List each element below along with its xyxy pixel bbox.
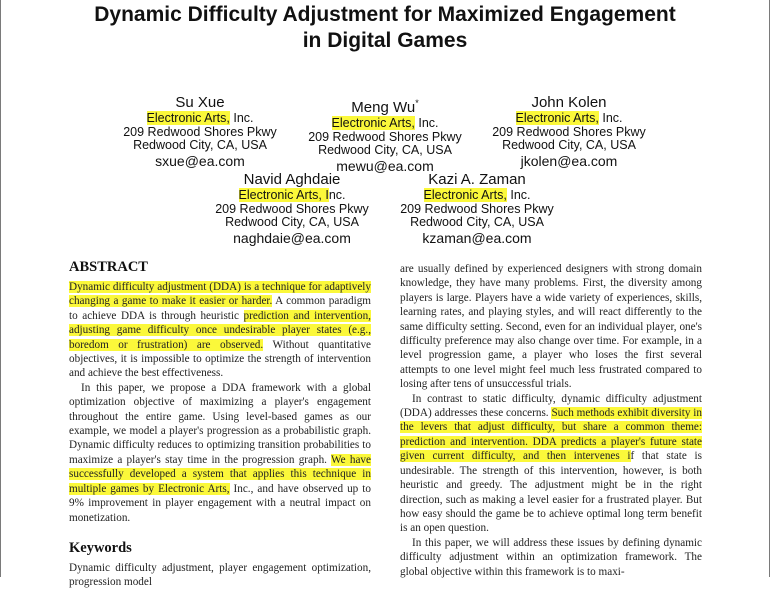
intro-paragraph-3: In this paper, we will address these issues by defining dynamic difficulty adjustment within an optimization framework. The global objective within this framework is to maxi- xyxy=(400,536,702,578)
intro-text: In contrast to static difficulty, dynamic difficulty adjustment (DDA) addresses these concerns. xyxy=(400,392,702,420)
author-block-navid-aghdaie xyxy=(202,171,382,246)
author-name: Kazi A. Zaman xyxy=(428,171,526,188)
org-suffix: Inc. xyxy=(506,188,531,202)
paper-title-line-1: Dynamic Difficulty Adjustment for Maximized Engagement xyxy=(94,3,676,26)
author-email: naghdaie@ea.com xyxy=(233,229,351,246)
author-email: sxue@ea.com xyxy=(155,152,245,169)
org-suffix: Inc. xyxy=(598,111,623,125)
author-street: 209 Redwood Shores Pkwy xyxy=(215,201,369,216)
abstract-text: A common paradigm to achieve DDA is through heuristic xyxy=(69,295,372,322)
author-affiliation xyxy=(479,112,659,126)
highlight-prediction-intervention: prediction and intervention, xyxy=(243,309,371,322)
author-name xyxy=(295,94,475,117)
author-name: John Kolen xyxy=(531,94,607,111)
highlighted-org: Electronic Arts, xyxy=(423,188,507,202)
author-city: Redwood City, CA, USA xyxy=(225,215,359,229)
author-city: Redwood City, CA, USA xyxy=(133,138,267,152)
paper-title-line-2: in Digital Games xyxy=(302,29,468,52)
highlighted-org: Electronic Arts, xyxy=(146,111,230,125)
author-street: 209 Redwood Shores Pkwy xyxy=(492,124,646,139)
intro-paragraph-2 xyxy=(400,392,702,536)
highlight-system-developed: We have successfully developed a system that applies this technique in multiple games by Electronic Arts, xyxy=(69,453,371,495)
highlight-methods-diversity: Such methods exhibit diversity in the levers that adjust difficulty, but share a common theme: prediction and intervention. DDA predicts a player's future state given current difficulty, and then intervenes i xyxy=(400,407,702,463)
author-block-su-xue xyxy=(110,94,290,169)
highlighted-org: Electronic Arts, I xyxy=(238,188,329,202)
highlighted-org: Electronic Arts, xyxy=(515,111,599,125)
author-name: Su Xue xyxy=(175,94,225,111)
author-email: mewu@ea.com xyxy=(336,157,434,174)
author-affiliation xyxy=(387,189,567,203)
author-city: Redwood City, CA, USA xyxy=(318,143,452,157)
highlight-dda-definition: Dynamic difficulty adjustment (DDA) is a technique for adaptively changing a game to make it easier or harder. xyxy=(69,281,371,308)
author-city: Redwood City, CA, USA xyxy=(410,215,544,229)
author-city: Redwood City, CA, USA xyxy=(502,138,636,152)
highlight-adjusting-difficulty: adjusting game difficulty once undesirable player states (e.g., boredom or frustration) are observed. xyxy=(69,324,371,351)
author-affiliation xyxy=(202,189,382,203)
org-suffix: Inc. xyxy=(414,116,439,130)
author-street: 209 Redwood Shores Pkwy xyxy=(400,201,554,216)
right-column xyxy=(400,262,702,579)
paper-title xyxy=(0,2,770,54)
author-block-kazi-zaman xyxy=(387,171,567,246)
author-email: jkolen@ea.com xyxy=(520,152,618,169)
author-name: Navid Aghdaie xyxy=(243,171,341,188)
keywords-heading: Keywords xyxy=(69,539,132,556)
left-column xyxy=(69,258,371,590)
highlighted-org: Electronic Arts, xyxy=(331,116,415,130)
author-affiliation xyxy=(110,112,290,126)
corresponding-author-mark: * xyxy=(415,98,419,108)
author-block-john-kolen xyxy=(479,94,659,169)
keywords-text: Dynamic difficulty adjustment, player engagement optimization, progression model xyxy=(69,561,371,589)
abstract-text: Inc., and have observed up to 9% improvement in player engagement with a neutral impact on monetization. xyxy=(69,482,371,524)
author-name-text: Meng Wu xyxy=(351,99,416,116)
author-affiliation xyxy=(295,117,475,131)
author-street: 209 Redwood Shores Pkwy xyxy=(308,129,462,144)
author-block-meng-wu xyxy=(295,94,475,174)
abstract-text: Without quantitative objectives, it is impossible to optimize the strength of intervention and achieve the best effectiveness. xyxy=(69,338,371,380)
abstract-text: In this paper, we propose a DDA framework with a global optimization objective of maximizing a player's engagement throughout the entire game. Using level-based games as our example, we model a player's progression as a probabilistic graph. Dynamic difficulty reduces to optimizing transition probabilities to maximize a player's stay time in the progression graph. xyxy=(69,381,371,466)
abstract-paragraph-2 xyxy=(69,381,371,525)
org-suffix: nc. xyxy=(328,188,346,202)
org-suffix: Inc. xyxy=(229,111,254,125)
abstract-paragraph-1 xyxy=(69,280,371,381)
author-street: 209 Redwood Shores Pkwy xyxy=(123,124,277,139)
intro-text: f that state is undesirable. The strength of this intervention, however, is both heuristic and greedy. The adjustment might be in the right direction, such as making a level easier for a frustrated player. But how easy should the game be to achieve optimal long term benefit is an open question. xyxy=(400,450,702,535)
author-email: kzaman@ea.com xyxy=(422,229,532,246)
abstract-heading: ABSTRACT xyxy=(69,259,148,275)
intro-paragraph-1: are usually defined by experienced designers with strong domain knowledge, they have many problems. First, the diversity among players is large. Players have a wide variety of experiences, skills, learning rates, and playing styles, and will react differently to the same difficulty setting. Second, even for an individual player, one's difficulty preference may also change over time. For example, in a level progression game, a player who loses the first several attempts to one level might feel much less frustrated compared to losing after tens of unsuccessful trials. xyxy=(400,263,702,391)
page-left-edge xyxy=(0,0,1,577)
